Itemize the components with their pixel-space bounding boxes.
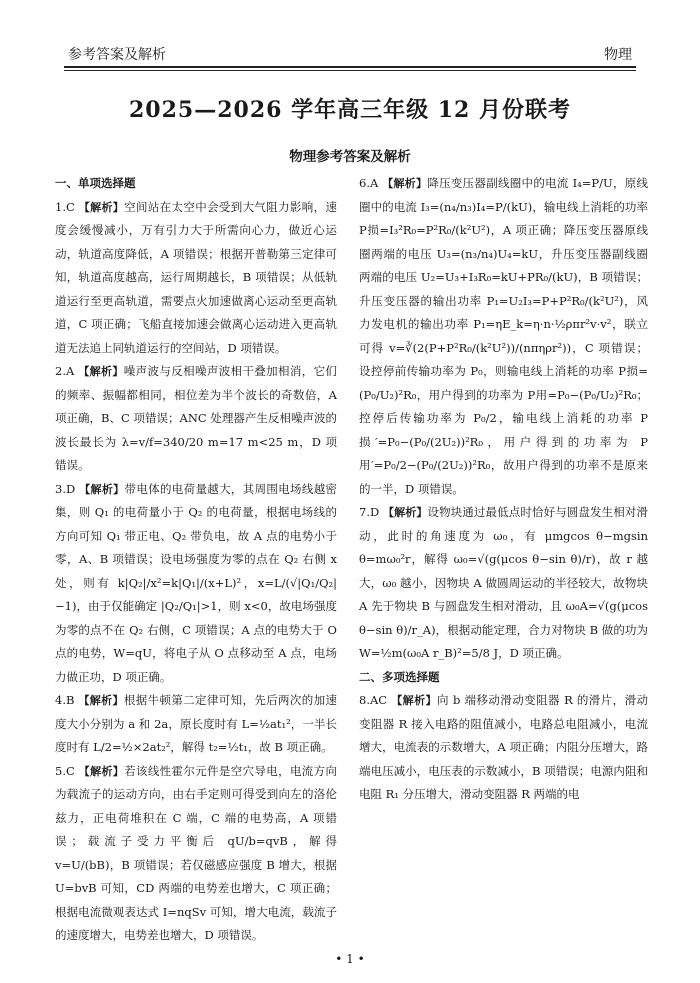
page-title: 2025—2026 学年高三年级 12 月份联考 bbox=[128, 97, 572, 123]
page-subtitle: 物理参考答案及解析 bbox=[289, 149, 411, 165]
question-8: 8.AC 【解析】向 b 端移动滑动变阻器 R 的滑片，滑动变阻器 R 接入电路的阻值减小，电路总电阻减小，电流增大，电流表的示数增大，A 项正确；内阻分压增大，路端电压减小，电压表的示数减小，B 项错误；电源内阻和电阻 R₁ 分压增大，滑动变阻器 R 两端的电 bbox=[359, 693, 649, 801]
section-heading-single: 一、单项选择题 bbox=[55, 176, 136, 190]
running-header bbox=[68, 42, 632, 64]
question-3: 3.D 【解析】带电体的电荷量越大，其周围电场线越密集，则 Q₁ 的电荷量小于 Q₂ 的电荷量，根据电场线的方向可知 Q₁ 带正电、Q₂ 带负电，故 A 点的电势小于零，A、B 项错误；设电场强度为零的点在 Q₂ 右侧 x 处，则有 k|Q₂|/x²=k|Q₁|/(x+L)²，x=L/(√|Q₁/Q₂|−1)，由于仅能确定 |Q₂/Q₁|>1，则 x<0，故电场强度为零的点不在 Q₂ 右侧，C 项错误；A 点的电势大于 O 点的电势，W=qU，将电子从 O 点移动至 A 点，电场力做正功，D 项正确。 bbox=[55, 481, 338, 684]
question-7: 7.D 【解析】设物块通过最低点时恰好与圆盘发生相对滑动，此时的角速度为 ω₀，有 μmgcos θ−mgsin θ=mω₀²r，解得 ω₀=√(g(μcos θ−sin θ)/r)，故 r 越大，ω₀ 越小，因物块 A 做圆周运动的半径较大，故物块 A 先于物块 B 与圆盘发生相对滑动，且 ω₀A=√(g(μcos θ−sin θ)/r_A)，根据动能定理，合力对物块 B 做的功为 W=½m(ω₀A r_B)²=5/8 J，D 项正确。 bbox=[359, 505, 649, 660]
header-right: 物理 bbox=[604, 47, 632, 63]
question-4: 4.B 【解析】根据牛顿第二定律可知，先后两次的加速度大小分别为 a 和 2a，原长度时有 L=½at₁²，一半长度时有 L/2=½×2at₂²，解得 t₂=½t₁，故 B 项正确。 bbox=[55, 693, 337, 754]
header-left: 参考答案及解析 bbox=[68, 47, 166, 63]
page-number: • 1 • bbox=[335, 952, 365, 966]
question-2: 2.A 【解析】噪声波与反相噪声波相干叠加相消，它们的频率、振幅都相同，相位差为半个波长的奇数倍，A 项正确，B、C 项错误；ANC 处理器产生反相噪声波的波长最长为 λ=v/f=340/20 m=17 m<25 m，D 项错误。 bbox=[55, 364, 338, 472]
left-column bbox=[55, 172, 337, 948]
header-rule-thin bbox=[64, 70, 636, 71]
header-rule-thick bbox=[64, 66, 636, 68]
question-1: 1.C 【解析】空间站在太空中会受到大气阻力影响，速度会缓慢减小，万有引力大于所需向心力，做近心运动，轨道高度降低，A 项错误；根据开普勒第三定律可知，轨道高度越高，运行周期越长，B 项错误；从低轨道运行至更高轨道，需要点火加速做离心运动至更高轨道，C 项正确；飞船直接加速会做离心运动进入更高轨道无法追上同轨道运行的空间站，D 项错误。 bbox=[55, 199, 337, 355]
question-6: 6.A 【解析】降压变压器副线圈中的电流 I₄=P/U，原线圈中的电流 I₃=(n₄/n₃)I₄=P/(kU)，输电线上消耗的功率 P损=I₃²R₀=P²R₀/(k²U²)，A 项正确；降压变压器原线圈两端的电压 U₃=(n₃/n₄)U₄=kU，升压变压器副线圈两端的电压 U₂=U₃+I₃R₀=kU+PR₀/(kU)，B 项错误；升压变压器的输出功率 P₁=U₂I₃=P+P²R₀/(k²U²)，风力发电机的输出功率 P₁=ηE_k=η·n·½ρπr²v·v²，联立可得 v=∛(2(P+P²R₀/(k²U²))/(nπηρr²))，C 项错误；设控停前传输功率为 P₀，则输电线上消耗的功率 P损=(P₀/U₂)²R₀，用户得到的功率为 P用=P₀−(P₀/U₂)²R₀；控停后传输功率为 P₀/2，输电线上消耗的功率 P损′=P₀−(P₀/(2U₂))²R₀，用户得到的功率为 P用′=P₀/2−(P₀/(2U₂))²R₀，故用户得到的功率不是原来的一半，D 项错误。 bbox=[359, 176, 649, 496]
right-column bbox=[359, 172, 648, 807]
section-heading-multi: 二、多项选择题 bbox=[359, 669, 440, 684]
question-5: 5.C 【解析】若该线性霍尔元件是空穴导电，电流方向为载流子的运动方向，由右手定则可得受到向左的洛伦兹力，正电荷堆积在 C 端，C 端的电势高，A 项错误；载流子受力平衡后 qU/b=qvB，解得 v=U/(bB)，B 项错误；若仅磁感应强度 B 增大，根据 U=bvB 可知，CD 两端的电势差也增大，C 项正确；根据电流微观表达式 I=nqSv 可知，增大电流，载流子的速度增大，电势差也增大，D 项错误。 bbox=[55, 763, 337, 942]
